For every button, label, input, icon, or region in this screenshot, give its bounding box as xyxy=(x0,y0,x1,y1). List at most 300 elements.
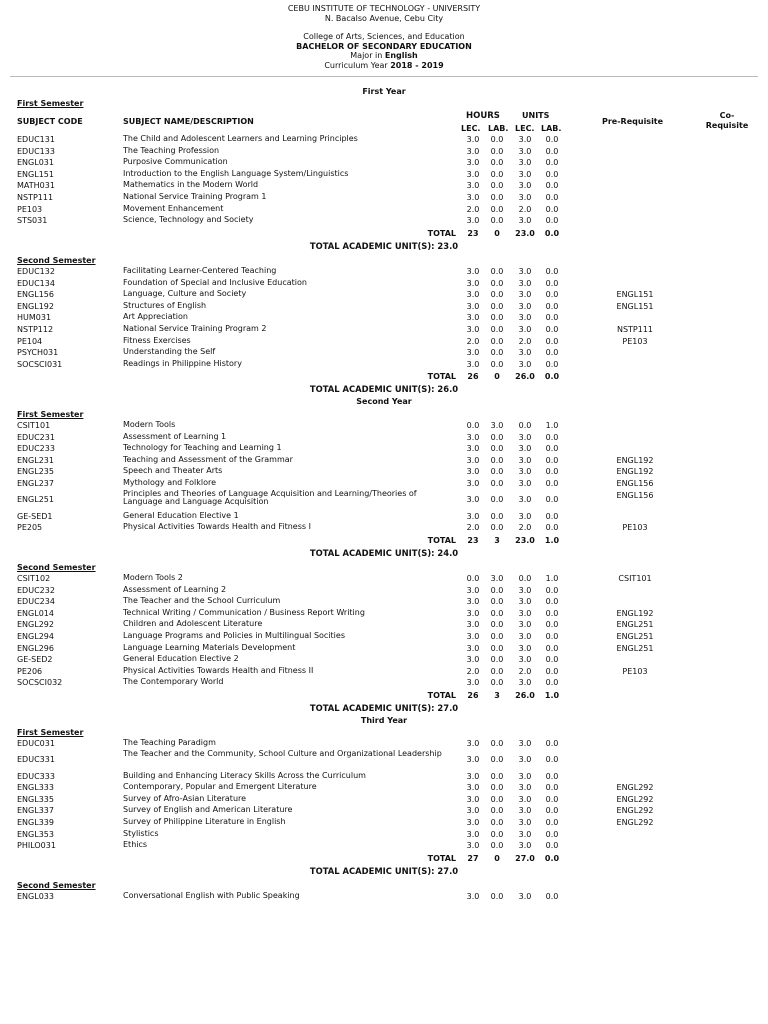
units-lec: 3.0 xyxy=(518,158,532,168)
hours-lab: 0.0 xyxy=(490,290,504,300)
hours-lab: 0.0 xyxy=(490,585,504,595)
table-row xyxy=(0,193,768,205)
hours-lab: 0.0 xyxy=(490,794,504,804)
units-lab: 0.0 xyxy=(545,467,559,477)
subject-name: Introduction to the English Language System/Linguistics xyxy=(123,168,349,178)
subject-code: ENGL353 xyxy=(17,829,54,839)
subject-name: Physical Activities Towards Health and Fitness I xyxy=(123,522,311,532)
curriculum-line: Curriculum Year 2018 - 2019 xyxy=(324,60,444,70)
subject-code: ENGL237 xyxy=(17,479,54,488)
prerequisite: ENGL156 xyxy=(616,490,654,500)
table-row xyxy=(0,158,768,170)
hours-lab: 0.0 xyxy=(490,806,504,816)
subject-code: ENGL156 xyxy=(17,290,54,300)
curriculum-year: 2018 - 2019 xyxy=(390,60,444,70)
units-lab: 0.0 xyxy=(545,794,559,804)
subject-name: Ethics xyxy=(123,840,148,850)
year-title: Third Year xyxy=(360,716,408,725)
hours-lec: 3.0 xyxy=(466,794,480,804)
subject-code: SOCSCI031 xyxy=(17,359,63,369)
hours-lab: 0.0 xyxy=(490,632,504,641)
total-hours-lec: 23 xyxy=(467,228,479,238)
units-lab: 0.0 xyxy=(545,829,559,839)
hours-lab: 0.0 xyxy=(490,479,504,488)
units-lec: 3.0 xyxy=(518,313,532,323)
hours-lab: 0.0 xyxy=(490,841,504,851)
total-units-lec: 26.0 xyxy=(515,372,535,382)
total-label: TOTAL xyxy=(427,535,456,545)
hours-lec: 3.0 xyxy=(466,267,480,276)
total-hours-lab: 0 xyxy=(494,228,500,238)
total-academic-units: TOTAL ACADEMIC UNIT(S): 24.0 xyxy=(309,547,459,558)
col-units-lab: LAB. xyxy=(541,124,562,133)
subject-name: Foundation of Special and Inclusive Education xyxy=(123,277,307,287)
document-header xyxy=(0,4,768,71)
major-line: Major in English xyxy=(350,51,418,61)
subject-code: ENGL335 xyxy=(17,794,54,804)
units-lec: 3.0 xyxy=(518,146,532,156)
total-label: TOTAL xyxy=(427,853,456,863)
hours-lab: 0.0 xyxy=(490,146,504,156)
subject-name: The Teacher and the School Curriculum xyxy=(123,596,281,606)
subject-name: Children and Adolescent Literature xyxy=(123,619,263,629)
hours-lec: 3.0 xyxy=(466,146,480,156)
table-row xyxy=(0,488,768,511)
units-lab: 0.0 xyxy=(545,301,559,311)
units-lab: 0.0 xyxy=(545,193,559,202)
semester-total-row xyxy=(0,229,768,240)
subject-code: CSIT101 xyxy=(17,421,51,430)
table-row xyxy=(0,818,768,830)
units-lab: 0.0 xyxy=(545,146,559,156)
prerequisite: ENGL292 xyxy=(616,783,654,793)
total-hours-lab: 3 xyxy=(494,535,500,545)
hours-lab: 0.0 xyxy=(490,511,504,521)
total-academic-units: TOTAL ACADEMIC UNIT(S): 23.0 xyxy=(309,240,459,251)
total-hours-lec: 26 xyxy=(467,691,479,700)
subject-name: Readings in Philippine History xyxy=(123,358,242,368)
semester-total-row xyxy=(0,536,768,547)
subject-name: Mathematics in the Modern World xyxy=(123,180,259,190)
subject-code: PE205 xyxy=(17,523,43,533)
hours-lec: 3.0 xyxy=(466,678,480,688)
subject-name: General Education Elective 1 xyxy=(123,510,239,520)
subject-code: ENGL235 xyxy=(17,467,54,477)
hours-lec: 3.0 xyxy=(466,754,480,764)
subject-name: The Contemporary World xyxy=(123,677,224,687)
hours-lab: 0.0 xyxy=(490,169,504,179)
hours-lab: 0.0 xyxy=(490,467,504,477)
hours-lab: 0.0 xyxy=(490,359,504,369)
table-row xyxy=(0,135,768,147)
subject-code: EDUC331 xyxy=(17,754,55,764)
units-lab: 0.0 xyxy=(545,739,559,748)
subject-name: Modern Tools 2 xyxy=(123,573,183,582)
col-hours: HOURS xyxy=(466,111,500,121)
hours-lec: 2.0 xyxy=(466,336,480,346)
subject-name: Survey of Philippine Literature in English xyxy=(123,817,286,826)
hours-lec: 3.0 xyxy=(466,135,480,144)
hours-lec: 3.0 xyxy=(466,643,480,653)
hours-lec: 3.0 xyxy=(466,494,480,504)
subject-code: ENGL339 xyxy=(17,818,54,827)
subject-code: ENGL192 xyxy=(17,301,54,311)
units-lab: 0.0 xyxy=(545,608,559,618)
table-row xyxy=(0,467,768,479)
subject-name: Science, Technology and Society xyxy=(123,215,254,225)
total-units-lec: 27.0 xyxy=(515,853,535,863)
subject-code: EDUC132 xyxy=(17,267,55,276)
units-lec: 0.0 xyxy=(518,574,532,583)
units-lab: 0.0 xyxy=(545,278,559,288)
subject-name: Survey of Afro-Asian Literature xyxy=(123,793,247,803)
subject-name: The Teacher and the Community, School Culture and Organizational Leadership xyxy=(123,748,442,758)
subject-code: EDUC134 xyxy=(17,278,55,288)
hours-lec: 2.0 xyxy=(466,523,480,533)
units-lec: 3.0 xyxy=(518,169,532,179)
table-row xyxy=(0,216,768,228)
hours-lec: 3.0 xyxy=(466,608,480,618)
subject-code: EDUC234 xyxy=(17,597,55,607)
total-units-lec: 23.0 xyxy=(515,535,535,545)
prerequisite: NSTP111 xyxy=(616,325,654,334)
hours-lab: 0.0 xyxy=(490,444,504,454)
units-lab: 0.0 xyxy=(545,313,559,323)
subject-code: PE206 xyxy=(17,666,43,676)
subject-name: Assessment of Learning 2 xyxy=(123,584,227,594)
hours-lec: 3.0 xyxy=(466,290,480,300)
units-lab: 0.0 xyxy=(545,892,559,901)
hours-lab: 0.0 xyxy=(490,348,504,358)
table-row xyxy=(0,313,768,325)
hours-lec: 3.0 xyxy=(466,585,480,595)
table-row xyxy=(0,574,768,586)
prerequisite: ENGL192 xyxy=(616,467,654,477)
units-lab: 0.0 xyxy=(545,444,559,454)
prerequisite: ENGL251 xyxy=(616,643,654,653)
semester-title: Second Semester xyxy=(17,881,96,890)
units-lab: 0.0 xyxy=(545,643,559,653)
table-row xyxy=(0,421,768,433)
subject-name: Speech and Theater Arts xyxy=(123,466,223,476)
total-units-lab: 0.0 xyxy=(544,372,560,382)
subject-name: Physical Activities Towards Health and Fitness II xyxy=(123,665,314,675)
units-lec: 3.0 xyxy=(518,135,532,144)
units-lec: 3.0 xyxy=(518,267,532,276)
table-row xyxy=(0,667,768,679)
hours-lec: 3.0 xyxy=(466,216,480,226)
prerequisite: ENGL192 xyxy=(616,608,654,618)
col-subject-name: SUBJECT NAME/DESCRIPTION xyxy=(123,117,254,126)
hours-lab: 0.0 xyxy=(490,181,504,191)
units-lec: 3.0 xyxy=(518,359,532,369)
units-lab: 0.0 xyxy=(545,359,559,369)
table-row xyxy=(0,205,768,217)
subject-code: SOCSCI032 xyxy=(17,678,63,688)
subject-code: PE104 xyxy=(17,336,43,346)
hours-lab: 0.0 xyxy=(490,336,504,346)
units-lab: 0.0 xyxy=(545,169,559,179)
subject-name: National Service Training Program 2 xyxy=(123,324,267,333)
total-units-lab: 1.0 xyxy=(544,535,560,545)
hours-lec: 3.0 xyxy=(466,432,480,442)
hours-lab: 0.0 xyxy=(490,678,504,688)
hours-lab: 0.0 xyxy=(490,829,504,839)
subject-code: NSTP111 xyxy=(17,193,54,202)
hours-lab: 0.0 xyxy=(490,620,504,630)
total-units-lab: 0.0 xyxy=(544,228,560,238)
hours-lab: 3.0 xyxy=(490,574,504,583)
semester-total-row xyxy=(0,691,768,702)
subject-code: ENGL333 xyxy=(17,783,54,793)
subject-name: Contemporary, Popular and Emergent Literature xyxy=(123,782,317,792)
col-hours-lec: LEC. xyxy=(461,124,481,133)
hours-lab: 0.0 xyxy=(490,494,504,504)
table-row xyxy=(0,512,768,524)
subject-code: PE103 xyxy=(17,204,43,214)
subject-name: Art Appreciation xyxy=(123,312,188,322)
units-lab: 1.0 xyxy=(545,421,559,430)
hours-lec: 3.0 xyxy=(466,806,480,816)
units-lab: 0.0 xyxy=(545,818,559,827)
subject-name: Assessment of Learning 1 xyxy=(123,431,227,441)
table-row xyxy=(0,830,768,842)
subject-code: GE-SED1 xyxy=(17,511,53,521)
subject-name: Facilitating Learner-Centered Teaching xyxy=(123,266,277,275)
subject-name: Building and Enhancing Literacy Skills Across the Curriculum xyxy=(123,770,366,780)
subject-name: National Service Training Program 1 xyxy=(123,192,267,201)
total-academic-units: TOTAL ACADEMIC UNIT(S): 26.0 xyxy=(309,384,459,395)
prerequisite: ENGL251 xyxy=(616,620,654,630)
table-row xyxy=(0,609,768,621)
hours-lec: 0.0 xyxy=(466,421,480,430)
units-lab: 0.0 xyxy=(545,620,559,630)
prerequisite: ENGL292 xyxy=(616,806,654,816)
table-row xyxy=(0,170,768,182)
hours-lab: 0.0 xyxy=(490,754,504,764)
units-lec: 2.0 xyxy=(518,666,532,676)
subject-code: ENGL251 xyxy=(17,494,54,504)
subject-code: ENGL033 xyxy=(17,892,54,901)
year-title: Second Year xyxy=(356,397,412,406)
table-row xyxy=(0,348,768,360)
subject-code: CSIT102 xyxy=(17,574,51,583)
total-units-lec: 26.0 xyxy=(515,691,535,700)
hours-lab: 0.0 xyxy=(490,783,504,793)
prerequisite: ENGL151 xyxy=(616,301,654,311)
units-lab: 0.0 xyxy=(545,455,559,465)
units-lec: 3.0 xyxy=(518,301,532,311)
units-lab: 0.0 xyxy=(545,678,559,688)
hours-lab: 0.0 xyxy=(490,608,504,618)
prerequisite: PE103 xyxy=(622,523,648,533)
hours-lec: 3.0 xyxy=(466,444,480,454)
hours-lec: 3.0 xyxy=(466,359,480,369)
subject-name: Purposive Communication xyxy=(123,157,228,167)
subject-code: ENGL014 xyxy=(17,608,54,618)
subject-name: The Child and Adolescent Learners and Learning Principles xyxy=(123,134,358,143)
hours-lab: 0.0 xyxy=(490,655,504,665)
units-lec: 3.0 xyxy=(518,818,532,827)
col-units-lec: LEC. xyxy=(515,124,535,133)
subject-name: The Teaching Profession xyxy=(123,145,220,155)
table-row xyxy=(0,597,768,609)
table-row xyxy=(0,360,768,372)
prerequisite: ENGL151 xyxy=(616,290,654,300)
table-row xyxy=(0,772,768,784)
hours-lec: 3.0 xyxy=(466,181,480,191)
table-row xyxy=(0,841,768,853)
units-lab: 0.0 xyxy=(545,348,559,358)
units-lec: 3.0 xyxy=(518,479,532,488)
total-units-lab: 0.0 xyxy=(544,853,560,863)
units-lec: 3.0 xyxy=(518,290,532,300)
hours-lec: 3.0 xyxy=(466,632,480,641)
semester-total-row xyxy=(0,372,768,383)
subject-code: ENGL031 xyxy=(17,158,54,168)
semester-title: First Semester xyxy=(17,99,84,108)
units-lec: 3.0 xyxy=(518,892,532,901)
table-row xyxy=(0,433,768,445)
units-lec: 3.0 xyxy=(518,467,532,477)
school-name: CEBU INSTITUTE OF TECHNOLOGY - UNIVERSITY xyxy=(287,4,481,13)
units-lab: 0.0 xyxy=(545,783,559,793)
units-lab: 0.0 xyxy=(545,158,559,168)
subject-name: Movement Enhancement xyxy=(123,203,224,213)
table-row xyxy=(0,586,768,598)
table-row xyxy=(0,290,768,302)
total-label: TOTAL xyxy=(427,372,456,382)
table-row xyxy=(0,795,768,807)
units-lec: 3.0 xyxy=(518,325,532,334)
table-row xyxy=(0,783,768,795)
units-lec: 3.0 xyxy=(518,783,532,793)
total-hours-lab: 3 xyxy=(494,691,500,700)
subject-code: ENGL231 xyxy=(17,455,54,465)
subject-name: Stylistics xyxy=(123,828,159,838)
subject-code: ENGL151 xyxy=(17,169,54,179)
hours-lec: 3.0 xyxy=(466,348,480,358)
units-lab: 0.0 xyxy=(545,494,559,504)
hours-lec: 3.0 xyxy=(466,511,480,521)
program-name: BACHELOR OF SECONDARY EDUCATION xyxy=(296,41,472,51)
hours-lab: 0.0 xyxy=(490,301,504,311)
units-lab: 0.0 xyxy=(545,325,559,334)
table-row xyxy=(0,748,768,771)
col-subject-code: SUBJECT CODE xyxy=(17,117,83,126)
hours-lec: 3.0 xyxy=(466,739,480,748)
units-lec: 3.0 xyxy=(518,608,532,618)
units-lec: 3.0 xyxy=(518,216,532,226)
units-lab: 0.0 xyxy=(545,666,559,676)
units-lec: 3.0 xyxy=(518,806,532,816)
semester-title: Second Semester xyxy=(17,563,96,572)
subject-code: EDUC131 xyxy=(17,135,55,144)
hours-lec: 3.0 xyxy=(466,892,480,901)
hours-lec: 3.0 xyxy=(466,301,480,311)
subject-code: ENGL292 xyxy=(17,620,54,630)
units-lab: 0.0 xyxy=(545,290,559,300)
hours-lec: 3.0 xyxy=(466,158,480,168)
hours-lab: 0.0 xyxy=(490,892,504,901)
col-corequisite: Co-Requisite xyxy=(705,111,749,130)
table-row xyxy=(0,523,768,535)
units-lab: 0.0 xyxy=(545,181,559,191)
units-lec: 3.0 xyxy=(518,494,532,504)
total-units-lab: 1.0 xyxy=(544,691,560,700)
total-units-lec: 23.0 xyxy=(515,228,535,238)
hours-lab: 0.0 xyxy=(490,216,504,226)
hours-lec: 3.0 xyxy=(466,169,480,179)
col-units: UNITS xyxy=(522,111,550,120)
subject-name: Structures of English xyxy=(123,300,207,310)
hours-lab: 0.0 xyxy=(490,666,504,676)
subject-code: PHILO031 xyxy=(17,841,56,851)
table-row xyxy=(0,147,768,159)
subject-code: EDUC232 xyxy=(17,585,55,595)
subject-name: Understanding the Self xyxy=(123,347,216,357)
units-lec: 3.0 xyxy=(518,794,532,804)
prerequisite: ENGL192 xyxy=(616,455,654,465)
subject-code: NSTP112 xyxy=(17,325,54,334)
total-academic-units: TOTAL ACADEMIC UNIT(S): 27.0 xyxy=(309,703,459,713)
semester-title: First Semester xyxy=(17,410,84,419)
subject-name: Language Learning Materials Development xyxy=(123,642,296,652)
subject-code: STS031 xyxy=(17,216,48,226)
subject-code: EDUC233 xyxy=(17,444,55,454)
hours-lab: 0.0 xyxy=(490,158,504,168)
hours-lec: 3.0 xyxy=(466,655,480,665)
units-lab: 0.0 xyxy=(545,479,559,488)
units-lec: 3.0 xyxy=(518,655,532,665)
hours-lab: 0.0 xyxy=(490,597,504,607)
hours-lec: 3.0 xyxy=(466,620,480,630)
units-lab: 0.0 xyxy=(545,135,559,144)
units-lec: 3.0 xyxy=(518,632,532,641)
units-lab: 1.0 xyxy=(545,574,559,583)
table-row xyxy=(0,655,768,667)
subject-name: Survey of English and American Literature xyxy=(123,805,293,815)
hours-lab: 0.0 xyxy=(490,135,504,144)
subject-code: EDUC133 xyxy=(17,146,55,156)
table-row xyxy=(0,892,768,904)
hours-lab: 0.0 xyxy=(490,193,504,202)
units-lec: 2.0 xyxy=(518,523,532,533)
total-hours-lec: 26 xyxy=(467,372,479,382)
hours-lec: 3.0 xyxy=(466,193,480,202)
prerequisite: PE103 xyxy=(622,666,648,676)
hours-lab: 0.0 xyxy=(490,278,504,288)
hours-lec: 3.0 xyxy=(466,818,480,827)
units-lab: 0.0 xyxy=(545,216,559,226)
table-row xyxy=(0,279,768,291)
semester-title: Second Semester xyxy=(17,256,96,265)
table-row xyxy=(0,337,768,349)
hours-lab: 0.0 xyxy=(490,643,504,653)
hours-lab: 0.0 xyxy=(490,432,504,442)
hours-lab: 0.0 xyxy=(490,313,504,323)
units-lec: 3.0 xyxy=(518,643,532,653)
units-lab: 0.0 xyxy=(545,432,559,442)
units-lec: 3.0 xyxy=(518,432,532,442)
subject-code: ENGL296 xyxy=(17,643,54,653)
table-row xyxy=(0,267,768,279)
units-lab: 0.0 xyxy=(545,267,559,276)
subject-code: EDUC031 xyxy=(17,739,55,748)
subject-code: MATH031 xyxy=(17,181,55,191)
subject-name: Teaching and Assessment of the Grammar xyxy=(123,454,293,464)
semester-title: First Semester xyxy=(17,728,84,737)
